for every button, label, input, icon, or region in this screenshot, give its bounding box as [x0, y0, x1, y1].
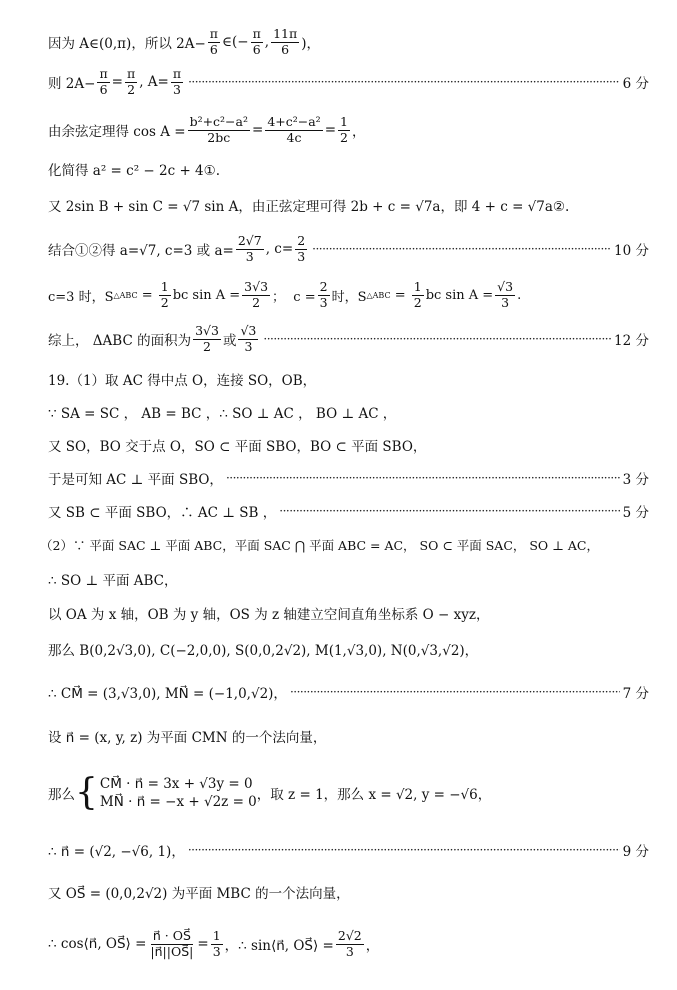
fraction	[251, 27, 263, 57]
numerator: π	[99, 66, 108, 82]
numerator: 3√3	[195, 323, 219, 339]
text: 以 OA 为 x 轴，OB 为 y 轴，OS 为 z 轴建立空间直角坐标系 O − xyz，	[48, 607, 490, 623]
text: 19.（1）取 AC 得中点 O，连接 SO，OB，	[48, 373, 317, 389]
text: 又 SB ⊂ 平面 SBO，∴ AC ⊥ SB ，	[48, 505, 277, 521]
numerator: √3	[497, 279, 514, 295]
numerator: 4+c²−a²	[267, 114, 321, 130]
solution-line-20	[48, 764, 649, 822]
numerator: 1	[340, 114, 348, 130]
leader-dots	[188, 76, 620, 88]
fraction	[238, 324, 258, 354]
denominator: 2	[413, 294, 422, 310]
numerator: π	[209, 26, 218, 42]
solution-line-7	[48, 276, 649, 314]
solution-line-2	[48, 64, 649, 100]
text: ∴ cos⟨n⃗, OS⃗⟩ =	[48, 936, 147, 952]
fraction	[271, 27, 299, 57]
text: .	[517, 287, 522, 303]
fraction	[171, 67, 183, 97]
fraction	[495, 280, 515, 310]
solution-line-18	[48, 680, 649, 704]
text: =	[111, 74, 123, 90]
denominator: 3	[319, 294, 328, 310]
solution-line-10	[48, 401, 649, 423]
fraction	[412, 280, 424, 310]
solution-line-22	[48, 880, 649, 904]
fraction	[159, 280, 171, 310]
leader-dots	[263, 333, 611, 345]
fraction	[97, 67, 109, 97]
text: bc sin A =	[172, 287, 241, 303]
numerator: 3√3	[244, 279, 269, 295]
solution-line-6	[48, 230, 649, 268]
text: ∈(−	[221, 34, 249, 50]
numerator: π	[126, 66, 136, 82]
fraction	[208, 27, 220, 57]
denominator: 6	[209, 41, 218, 57]
denominator: 3	[212, 943, 221, 959]
fraction	[265, 115, 322, 145]
text: =	[324, 122, 337, 138]
leader-dots	[226, 472, 620, 484]
fraction	[336, 929, 364, 959]
fraction	[338, 115, 350, 145]
numerator: π	[252, 26, 261, 42]
denominator: 3	[245, 248, 254, 264]
denominator: 2	[203, 338, 211, 354]
denominator: 2	[127, 81, 136, 97]
denominator: 2	[160, 294, 169, 310]
numerator: 2√2	[337, 928, 362, 944]
denominator: 2	[252, 294, 261, 310]
text: =	[252, 122, 264, 138]
solution-line-12	[48, 467, 649, 489]
fraction	[211, 929, 223, 959]
text: c=3 时，S	[48, 289, 114, 305]
text: ∵ SA = SC ， AB = BC ，∴ SO ⊥ AC ， BO ⊥ AC ，	[48, 406, 397, 422]
solution-line-8	[48, 320, 649, 358]
fraction	[193, 324, 221, 354]
solution-line-3	[48, 112, 649, 148]
score-label: 6 分	[622, 76, 649, 92]
fraction	[148, 929, 195, 959]
fraction	[318, 280, 330, 310]
text: ∴ CM⃗ = (3,√3,0), MN⃗ = (−1,0,√2)，	[48, 686, 287, 702]
subscript: △ABC	[366, 290, 391, 300]
denominator: 2bc	[207, 129, 231, 145]
solution-line-15	[48, 568, 649, 590]
denominator: 2	[340, 129, 348, 145]
text: 那么	[48, 787, 75, 803]
text: 又 OS⃗ = (0,0,2√2) 为平面 MBC 的一个法向量，	[48, 886, 350, 902]
fraction	[125, 67, 137, 97]
numerator: 2	[319, 279, 328, 295]
score-label: 10 分	[614, 243, 649, 259]
denominator: 3	[501, 294, 510, 310]
text: ，	[351, 124, 366, 140]
leader-dots	[188, 844, 620, 856]
text: 于是可知 AC ⊥ 平面 SBO，	[48, 472, 223, 488]
text: ，取 z = 1，那么 x = √2, y = −√6，	[256, 787, 492, 803]
denominator: 6	[99, 81, 108, 97]
leader-dots	[312, 243, 611, 255]
numerator: √3	[240, 323, 257, 339]
text: =	[390, 287, 410, 303]
fraction	[295, 234, 307, 264]
numerator: 1	[413, 279, 422, 295]
text: ，∴ sin⟨n⃗, OS⃗⟩ =	[224, 938, 334, 954]
solution-line-23	[48, 922, 649, 966]
text: =	[137, 287, 157, 303]
solution-line-1	[48, 24, 649, 60]
denominator: |n⃗||OS⃗|	[150, 943, 194, 959]
solution-line-16	[48, 602, 649, 624]
text: 又 2sin B + sin C = √7 sin A，由正弦定理可得 2b + c = √7a，即 4 + c = √7a②.	[48, 199, 570, 215]
text: 则 2A−	[48, 76, 96, 92]
text: ∴ n⃗ = (√2, −√6, 1)，	[48, 844, 185, 860]
solution-line-19	[48, 724, 649, 748]
left-brace: {	[75, 772, 98, 813]
solution-line-11	[48, 434, 649, 456]
text: ； c =	[272, 289, 316, 305]
score-label: 9 分	[622, 844, 649, 860]
solution-line-5	[48, 194, 649, 216]
solution-line-17	[48, 638, 649, 660]
score-label: 5 分	[622, 505, 649, 521]
equation-row: MN⃗ · n⃗ = −x + √2z = 0	[99, 794, 257, 810]
text: ∴ SO ⊥ 平面 ABC，	[48, 573, 178, 589]
numerator: 2	[297, 233, 306, 249]
text: 或	[222, 333, 237, 349]
text: =	[197, 936, 209, 952]
score-label: 12 分	[614, 333, 649, 349]
text: 结合①②得 a=√7, c=3 或 a=	[48, 243, 234, 259]
text: 又 SO，BO 交于点 O，SO ⊂ 平面 SBO，BO ⊂ 平面 SBO，	[48, 439, 427, 455]
denominator: 3	[172, 81, 181, 97]
denominator: 4c	[286, 129, 302, 145]
leader-dots	[290, 686, 620, 698]
solution-line-4	[48, 158, 649, 180]
fraction	[188, 115, 250, 145]
text: , c=	[265, 241, 294, 257]
equation-system	[75, 772, 257, 813]
numerator: 2√7	[237, 233, 262, 249]
text: 因为 A∈(0,π)，所以 2A−	[48, 36, 206, 52]
text: 时，S	[331, 289, 367, 305]
numerator: 1	[160, 279, 169, 295]
denominator: 3	[297, 248, 306, 264]
numerator: b²+c²−a²	[189, 114, 248, 130]
equation-row: CM⃗ · n⃗ = 3x + √3y = 0	[99, 775, 253, 792]
text: （2）∵ 平面 SAC ⊥ 平面 ABC，平面 SAC ⋂ 平面 ABC = AC， SO ⊂ 平面 SAC， SO ⊥ AC，	[40, 538, 599, 553]
solution-line-21	[48, 838, 649, 862]
fraction	[236, 234, 264, 264]
solution-line-14	[40, 534, 649, 556]
text: 化简得 a² = c² − 2c + 4①.	[48, 163, 221, 179]
subscript: △ABC	[113, 290, 138, 300]
text: bc sin A =	[425, 287, 494, 303]
solution-line-13	[48, 500, 649, 522]
denominator: 3	[345, 943, 354, 959]
score-label: 3 分	[622, 472, 649, 488]
denominator: 6	[252, 41, 261, 57]
text: , A=	[139, 74, 169, 90]
text: 设 n⃗ = (x, y, z) 为平面 CMN 的一个法向量，	[48, 730, 327, 746]
denominator: 3	[244, 338, 253, 354]
fraction	[242, 280, 270, 310]
solution-line-9	[48, 368, 649, 390]
numerator: n⃗ · OS⃗	[152, 928, 191, 944]
text: )，	[301, 36, 320, 52]
leader-dots	[279, 505, 619, 517]
text: ,	[264, 34, 270, 50]
numerator: π	[172, 66, 182, 82]
score-label: 7 分	[622, 686, 649, 702]
numerator: 11π	[273, 26, 298, 42]
text: 那么 B(0,2√3,0), C(−2,0,0), S(0,0,2√2), M(1,√3,0), N(0,√3,√2)，	[48, 643, 479, 659]
denominator: 6	[281, 41, 290, 57]
text: 综上， ΔABC 的面积为	[48, 333, 192, 349]
text: 由余弦定理得 cos A =	[48, 124, 186, 140]
text: ，	[365, 938, 380, 954]
numerator: 1	[212, 928, 221, 944]
